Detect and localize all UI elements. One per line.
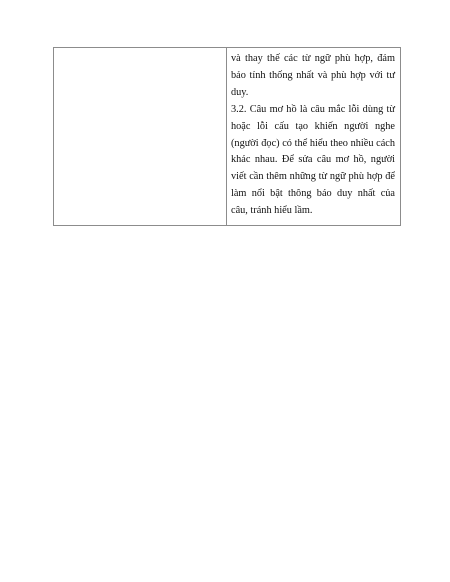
content-table <box>53 47 401 226</box>
right-cell-content <box>227 48 400 225</box>
table-cell-left <box>54 48 227 226</box>
left-cell-text <box>54 48 226 56</box>
paragraph-continuation: và thay thế các từ ngữ phù hợp, đảm bảo tính thống nhất và phù hợp với tư duy. <box>231 53 395 98</box>
table-row <box>54 48 401 226</box>
table-cell-right <box>227 48 401 226</box>
paragraph-ambiguous-sentence: 3.2. Câu mơ hồ là câu mắc lỗi dùng từ hoặc lỗi cấu tạo khiến người nghe (người đọc) có thể hiểu theo nhiều cách khác nhau. Để sửa câu mơ hồ, người viết cần thêm những từ ngữ phù hợp để làm nổi bật thông báo duy nhất của câu, tránh hiểu lầm. <box>231 103 395 217</box>
